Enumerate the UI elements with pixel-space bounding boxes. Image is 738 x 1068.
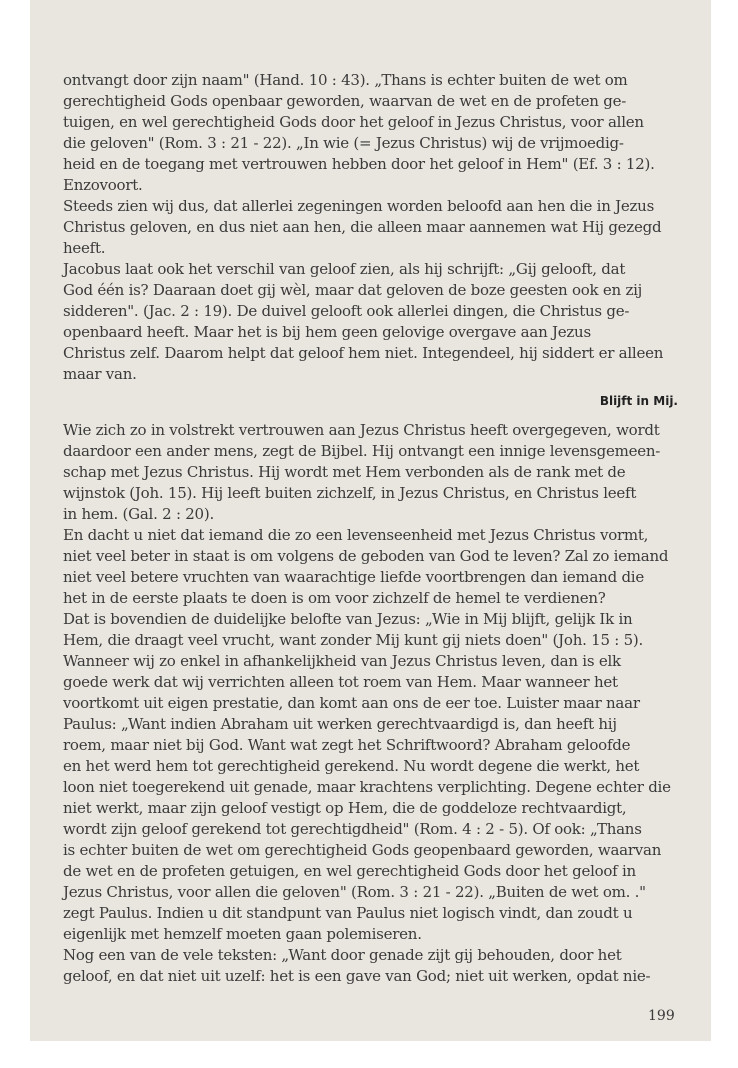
text-line: niet veel beter in staat is om volgens de geboden van God te leven? Zal zo iemand [63,547,669,565]
text-line: En dacht u niet dat iemand die zo een levenseenheid met Jezus Christus vormt, [63,526,649,544]
text-line: het in de eerste plaats te doen is om voor zichzelf de hemel te verdienen? [63,589,606,607]
text-line: Enzovoort. [63,176,143,194]
text-line: daardoor een ander mens, zegt de Bijbel. Hij ontvangt een innige levensgemeen- [63,442,661,460]
text-line: voortkomt uit eigen prestatie, dan komt aan ons de eer toe. Luister maar naar [63,694,640,712]
text-line: niet werkt, maar zijn geloof vestigt op Hem, die de goddeloze rechtvaardigt, [63,799,627,817]
text-line: heeft. [63,239,106,257]
text-line: ontvangt door zijn naam" (Hand. 10 : 43). „Thans is echter buiten de wet om [63,71,628,89]
text-line: in hem. (Gal. 2 : 20). [63,505,214,523]
text-line: en het werd hem tot gerechtigheid gerekend. Nu wordt degene die werkt, het [63,757,640,775]
text-line: Christus geloven, en dus niet aan hen, die alleen maar aannemen wat Hij gezegd [63,218,662,236]
text-line: roem, maar niet bij God. Want wat zegt het Schriftwoord? Abraham geloofde [63,736,631,754]
text-line: sidderen". (Jac. 2 : 19). De duivel gelooft ook allerlei dingen, die Christus ge- [63,302,630,320]
body-text [63,70,678,987]
text-line: Jezus Christus, voor allen die geloven" (Rom. 3 : 21 - 22). „Buiten de wet om. ." [63,883,646,901]
text-line: Christus zelf. Daarom helpt dat geloof hem niet. Integendeel, hij siddert er alleen [63,344,664,362]
text-line: openbaard heeft. Maar het is bij hem geen gelovige overgave aan Jezus [63,323,591,341]
text-line: Steeds zien wij dus, dat allerlei zegeningen worden beloofd aan hen die in Jezus [63,197,655,215]
text-line: wijnstok (Joh. 15). Hij leeft buiten zichzelf, in Jezus Christus, en Christus leeft [63,484,637,502]
text-line: is echter buiten de wet om gerechtigheid Gods geopenbaard geworden, waarvan [63,841,662,859]
text-line: Hem, die draagt veel vrucht, want zonder Mij kunt gij niets doen" (Joh. 15 : 5). [63,631,643,649]
text-line: niet veel betere vruchten van waarachtige liefde voortbrengen dan iemand die [63,568,644,586]
text-line: Nog een van de vele teksten: „Want door genade zijt gij behouden, door het [63,946,622,964]
text-line: tuigen, en wel gerechtigheid Gods door het geloof in Jezus Christus, voor allen [63,113,644,131]
text-line: zegt Paulus. Indien u dit standpunt van Paulus niet logisch vindt, dan zoudt u [63,904,633,922]
text-line: die geloven" (Rom. 3 : 21 - 22). „In wie (= Jezus Christus) wij de vrijmoedig- [63,134,624,152]
text-line: Jacobus laat ook het verschil van geloof zien, als hij schrijft: „Gij gelooft, dat [63,260,626,278]
text-line: gerechtigheid Gods openbaar geworden, waarvan de wet en de profeten ge- [63,92,627,110]
text-line: schap met Jezus Christus. Hij wordt met Hem verbonden als de rank met de [63,463,626,481]
text-line: eigenlijk met hemzelf moeten gaan polemiseren. [63,925,422,943]
page-number: 199 [648,1008,675,1024]
section-heading: Blijft in Mij. [599,394,678,408]
text-line: geloof, en dat niet uit uzelf: het is een gave van God; niet uit werken, opdat nie- [63,967,651,985]
text-line: Paulus: „Want indien Abraham uit werken gerechtvaardigd is, dan heeft hij [63,715,617,733]
text-line: Wie zich zo in volstrekt vertrouwen aan Jezus Christus heeft overgegeven, wordt [63,421,660,439]
book-page [30,0,711,1041]
text-line: loon niet toegerekend uit genade, maar krachtens verplichting. Degene echter die [63,778,671,796]
text-line: heid en de toegang met vertrouwen hebben door het geloof in Hem" (Ef. 3 : 12). [63,155,655,173]
text-line: wordt zijn geloof gerekend tot gerechtigdheid" (Rom. 4 : 2 - 5). Of ook: „Thans [63,820,642,838]
text-line: goede werk dat wij verrichten alleen tot roem van Hem. Maar wanneer het [63,673,618,691]
text-line: God één is? Daaraan doet gij wèl, maar dat geloven de boze geesten ook en zij [63,281,643,299]
text-line: Wanneer wij zo enkel in afhankelijkheid van Jezus Christus leven, dan is elk [63,652,621,670]
text-line: Dat is bovendien de duidelijke belofte van Jezus: „Wie in Mij blijft, gelijk Ik in [63,610,633,628]
text-line: de wet en de profeten getuigen, en wel gerechtigheid Gods door het geloof in [63,862,636,880]
text-line: maar van. [63,365,137,383]
